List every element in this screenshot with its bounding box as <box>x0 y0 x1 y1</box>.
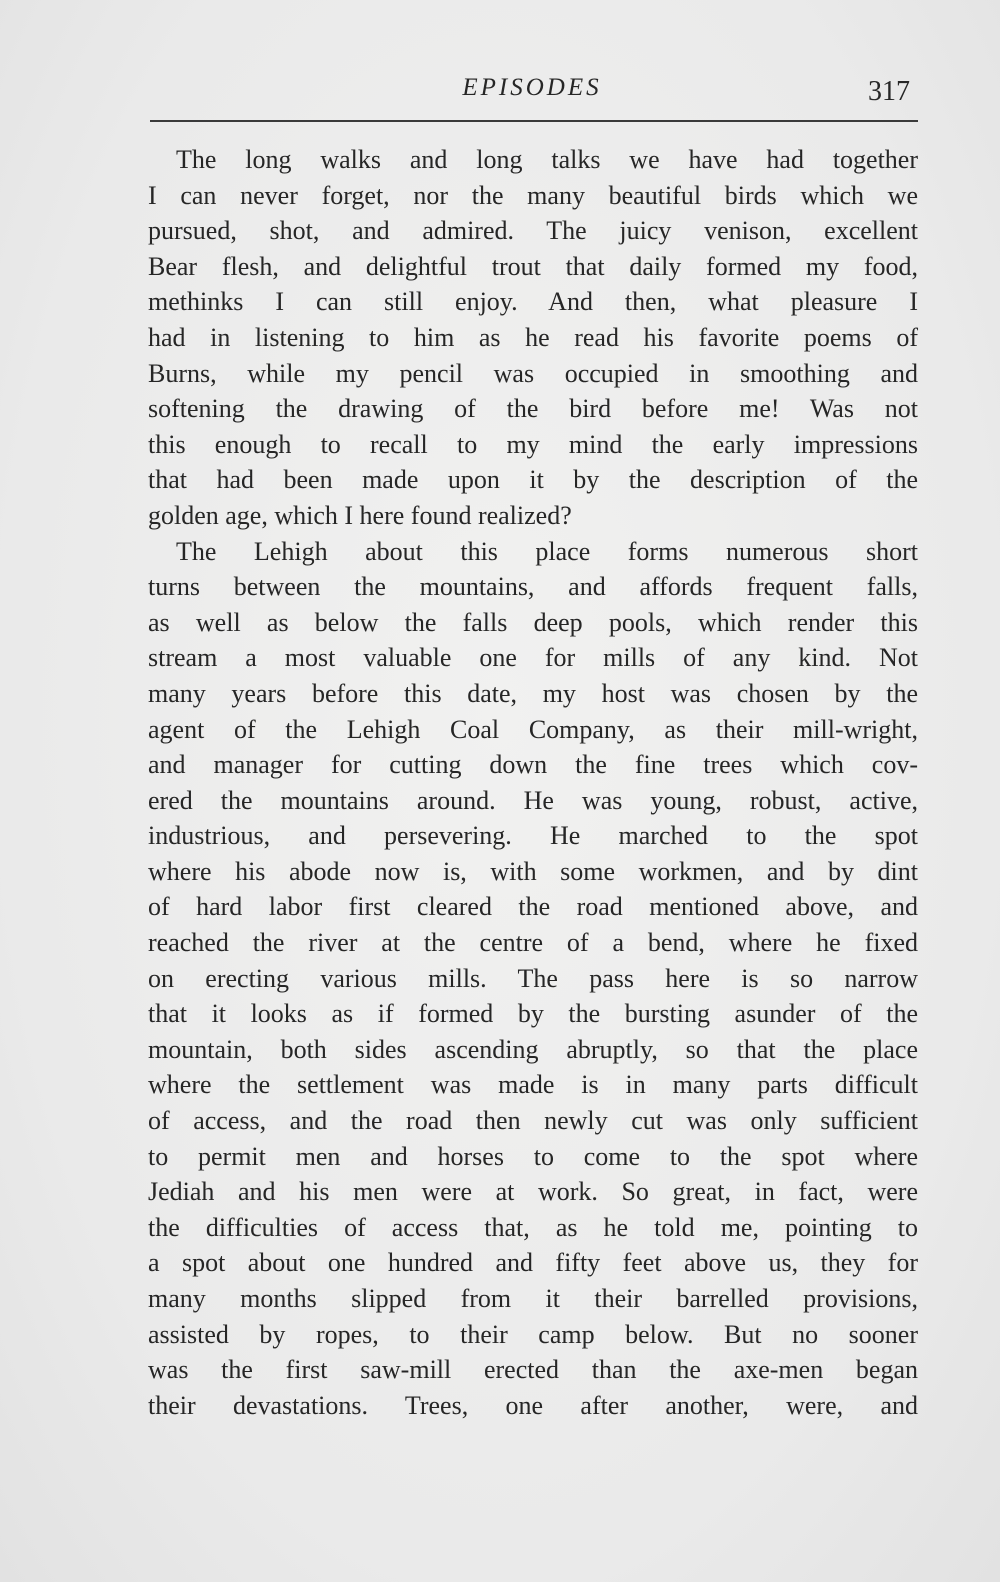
body-text <box>148 142 918 1423</box>
text-line: industrious, and persevering. He marched to the spot <box>148 821 918 851</box>
running-title: EPISODES <box>462 74 602 101</box>
running-head <box>148 72 916 112</box>
text-line: many months slipped from it their barrelled provisions, <box>148 1284 918 1313</box>
text-line: was the first saw-mill erected than the axe-men began <box>148 1355 918 1385</box>
text-line: of hard labor first cleared the road mentioned above, and <box>148 892 918 922</box>
text-line: reached the river at the centre of a bend, where he fixed <box>148 928 918 958</box>
header-rule <box>150 120 918 122</box>
text-line: Burns, while my pencil was occupied in smoothing and <box>148 358 918 388</box>
text-line: assisted by ropes, to their camp below. But no sooner <box>148 1319 918 1349</box>
text-line: golden age, which I here found realized? <box>148 500 572 530</box>
text-line: of access, and the road then newly cut was only sufficient <box>148 1106 918 1136</box>
text-line: mountain, both sides ascending abruptly, so that the place <box>148 1034 918 1064</box>
text-line: The Lehigh about this place forms numerous short <box>176 536 918 566</box>
text-line: that it looks as if formed by the bursting asunder of the <box>148 999 918 1029</box>
paragraph-2 <box>148 534 918 1424</box>
text-line: their devastations. Trees, one after another, were, and <box>148 1390 918 1420</box>
text-line: stream a most valuable one for mills of any kind. Not <box>148 643 918 673</box>
text-line: on erecting various mills. The pass here is so narrow <box>148 963 918 993</box>
text-line: to permit men and horses to come to the spot where <box>148 1141 918 1171</box>
text-line: where the settlement was made is in many parts difficult <box>148 1070 918 1100</box>
text-line: that had been made upon it by the description of the <box>148 465 918 495</box>
text-line: where his abode now is, with some workmen, and by dint <box>148 856 918 886</box>
text-line: I can never forget, nor the many beautiful birds which we <box>148 180 918 210</box>
text-line: many years before this date, my host was chosen by the <box>148 678 918 708</box>
text-line: had in listening to him as he read his favorite poems of <box>148 322 918 352</box>
paragraph-1 <box>148 142 918 534</box>
text-line: ered the mountains around. He was young, robust, active, <box>148 785 918 815</box>
text-line: Bear flesh, and delightful trout that daily formed my food, <box>148 251 918 281</box>
text-line: agent of the Lehigh Coal Company, as their mill-wright, <box>148 714 918 744</box>
text-line: the difficulties of access that, as he told me, pointing to <box>148 1212 918 1242</box>
text-line: this enough to recall to my mind the early impressions <box>148 429 918 459</box>
text-line: turns between the mountains, and affords frequent falls, <box>148 572 918 602</box>
text-line: Jediah and his men were at work. So great, in fact, were <box>148 1177 918 1207</box>
text-line: softening the drawing of the bird before me! Was not <box>148 394 918 424</box>
text-line: pursued, shot, and admired. The juicy venison, excellent <box>148 216 918 246</box>
text-line: and manager for cutting down the fine trees which cov- <box>148 750 918 780</box>
text-line: The long walks and long talks we have had together <box>176 145 918 174</box>
text-line: as well as below the falls deep pools, which render this <box>148 607 918 637</box>
text-line: a spot about one hundred and fifty feet above us, they for <box>148 1248 918 1278</box>
text-line: methinks I can still enjoy. And then, what pleasure I <box>148 287 918 317</box>
page-number: 317 <box>868 76 910 107</box>
